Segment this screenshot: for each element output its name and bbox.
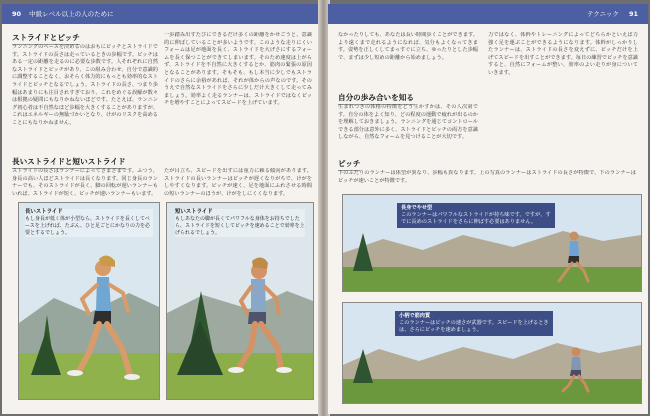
photo-caption-small-muscular [395,311,553,336]
right-page-number: 91 [628,10,638,18]
photo-caption-long-stride [25,209,153,237]
section-title-stride-pitch: ストライドとピッチ [12,33,80,42]
photo-long-stride [18,202,160,400]
intro-text-col1: なかったりしても、あなたは長い時間歩くことができます。より遠くまで走れるようになれば、気分もよくなってきます。姿勢を正しくしてまっすぐに立ち、ゆったりとした歩幅で、まずは少し短めの距離から始めましょう。 [338,32,478,61]
right-page [328,4,648,414]
left-running-header [2,4,320,24]
section-title-pitch: ピッチ [338,159,361,168]
left-page-number: 90 [12,10,22,18]
section-title-long-short-stride: 長いストライドと短いストライド [12,157,126,166]
photo-tall-lean-runner [342,194,642,292]
section-text-know-yourself: 生まれつきの体格の特徴をどう生かすかは、その人次第です。自分の体をよく知り、どの程度の運動で疲れが出るのかを理解しておきましょう。ランニングを通じてコントロールできる部分は意外に多く、ストライドとピッチの両方を意識しながら、自然なフォームを見つけることが大切です。 [338,104,478,141]
left-running-head: 中級レベル以上の人のために [29,10,114,18]
right-running-head: テクニック [587,10,619,18]
photo-text-long-stride: もし身長が低く体が小型なら、ストライドを長くしてペースを上げれば、たぶん、ひと足ごとにかなりの力を必要とするでしょう。 [25,216,151,236]
section-text-stride-pitch: ランニングのペースを決めるのはおもにピッチとストライドです。ストライドの長さは走っているときの歩幅です。ピッチはある一定の距離を走るのに必要な歩数です。人それぞれに自然なストライドとピッチがあり、この組み合わせ、自分で意識的に調整することなく、おそらく体力的にもっとも効率的なストライドとピッチとなるでしょう。ストライドの長さ、つまり歩幅はあまりにも注目されすぎており、これをめぐる誤解が数々は根拠の疑問にもなりかねないほどです。たとえば、ランニング初心者は不自然なほど歩幅を大きくすることがありますが、これはエネルギーの無駄づかいとなり、けがのリスクを高めることにもなりかねません。 [12,44,158,126]
photo-title-long-stride: 長いストライド [25,209,63,215]
photo-small-muscular-runner [342,302,642,404]
photo-text-tall-lean: このランナーはパワフルなストライドが持ち味です。ですが、すでに長めのストライドをさらに伸ばす必要はありません。 [401,212,551,225]
photo-text-small-muscular: このランナーはピッチの速さが武器です。スピードを上げるときは、さらにピッチを速めましょう。 [399,320,549,333]
photo-caption-short-stride [175,209,305,237]
photo-short-stride [166,202,314,400]
photo-title-small-muscular: 小柄で筋肉質 [399,313,431,319]
photo-title-short-stride: 短いストライド [175,209,213,215]
section-text-long-short-col2: たが目立ち、スピードを出すには重力に頼る傾向があります。ストライドの長いランナーはピッチが遅くなりがちで、けがをしやすくなります。ピッチが速く、足を地面にふれさせる時間の短いランナーのほうが、けがをしにくくなります。 [164,168,312,197]
intro-text-col2: 力ではなく、体幹やトレーニングによってどちらかといえば力強く足を運ぶことができるようになります。体幹がしっかりしたランナーは、ストライドの長さを変えずに、ピッチだけを上げてスピードを出すことができます。毎日の練習でピッチを意識すると、自然にフォームが整い、効率のよい走りが身についていきます。 [488,32,638,76]
section-title-know-yourself: 自分の歩み合いを知る [338,93,414,102]
section-text-long-short-col1: ストライドの長さはランナーによってさまざまです。ふつう、身長の高い人ほどストライドは長くなります。同じ身長のランナーでも、そのストライドが長く、脚の回転が遅いランナーもいれば、ストライドが短く、ピッチが速いランナーもいます。 [12,168,158,197]
section-text-pitch: 下のふたりのランナーは体型が異なり、歩幅も異なります。上の写真のランナーはストライドの長さが特徴で、下のランナーはピッチが速いことが特徴です。 [338,170,636,184]
section-text-stride-pitch-col2: 一歩踏み出すたびにできるだけ多くの距離をかせごうと、意識的に伸ばしていることが多いようです。このような走りにくいフォームは足が地面を長く、ストライドを大げさにするフォームを長く保つことができてしまいます。そのため速度は上がらず、ストライドを不自然に大きくするとか、筋肉の緊張の原因となることがあります。そもそも、もし本当に少しでもストライドのさらに余裕があれば、それが体からの声なのです。そのうえで自然なストライドをさらに少しだけ大きくして走ってみましょう。効率よく走るランナーは、ストライドではなくピッチを増やすことによってスピードを上げています。 [164,32,312,107]
right-running-header [328,4,648,24]
photo-text-short-stride: もしあなたの脚が長くてパワフルな身体をお持ちでしたら、ストライドを短くしてピッチを速めることで効率を上げられるでしょう。 [175,216,305,236]
left-page [2,4,320,414]
photo-title-tall-lean: 長身でやせ型 [401,205,433,211]
photo-caption-tall-lean [397,203,555,228]
